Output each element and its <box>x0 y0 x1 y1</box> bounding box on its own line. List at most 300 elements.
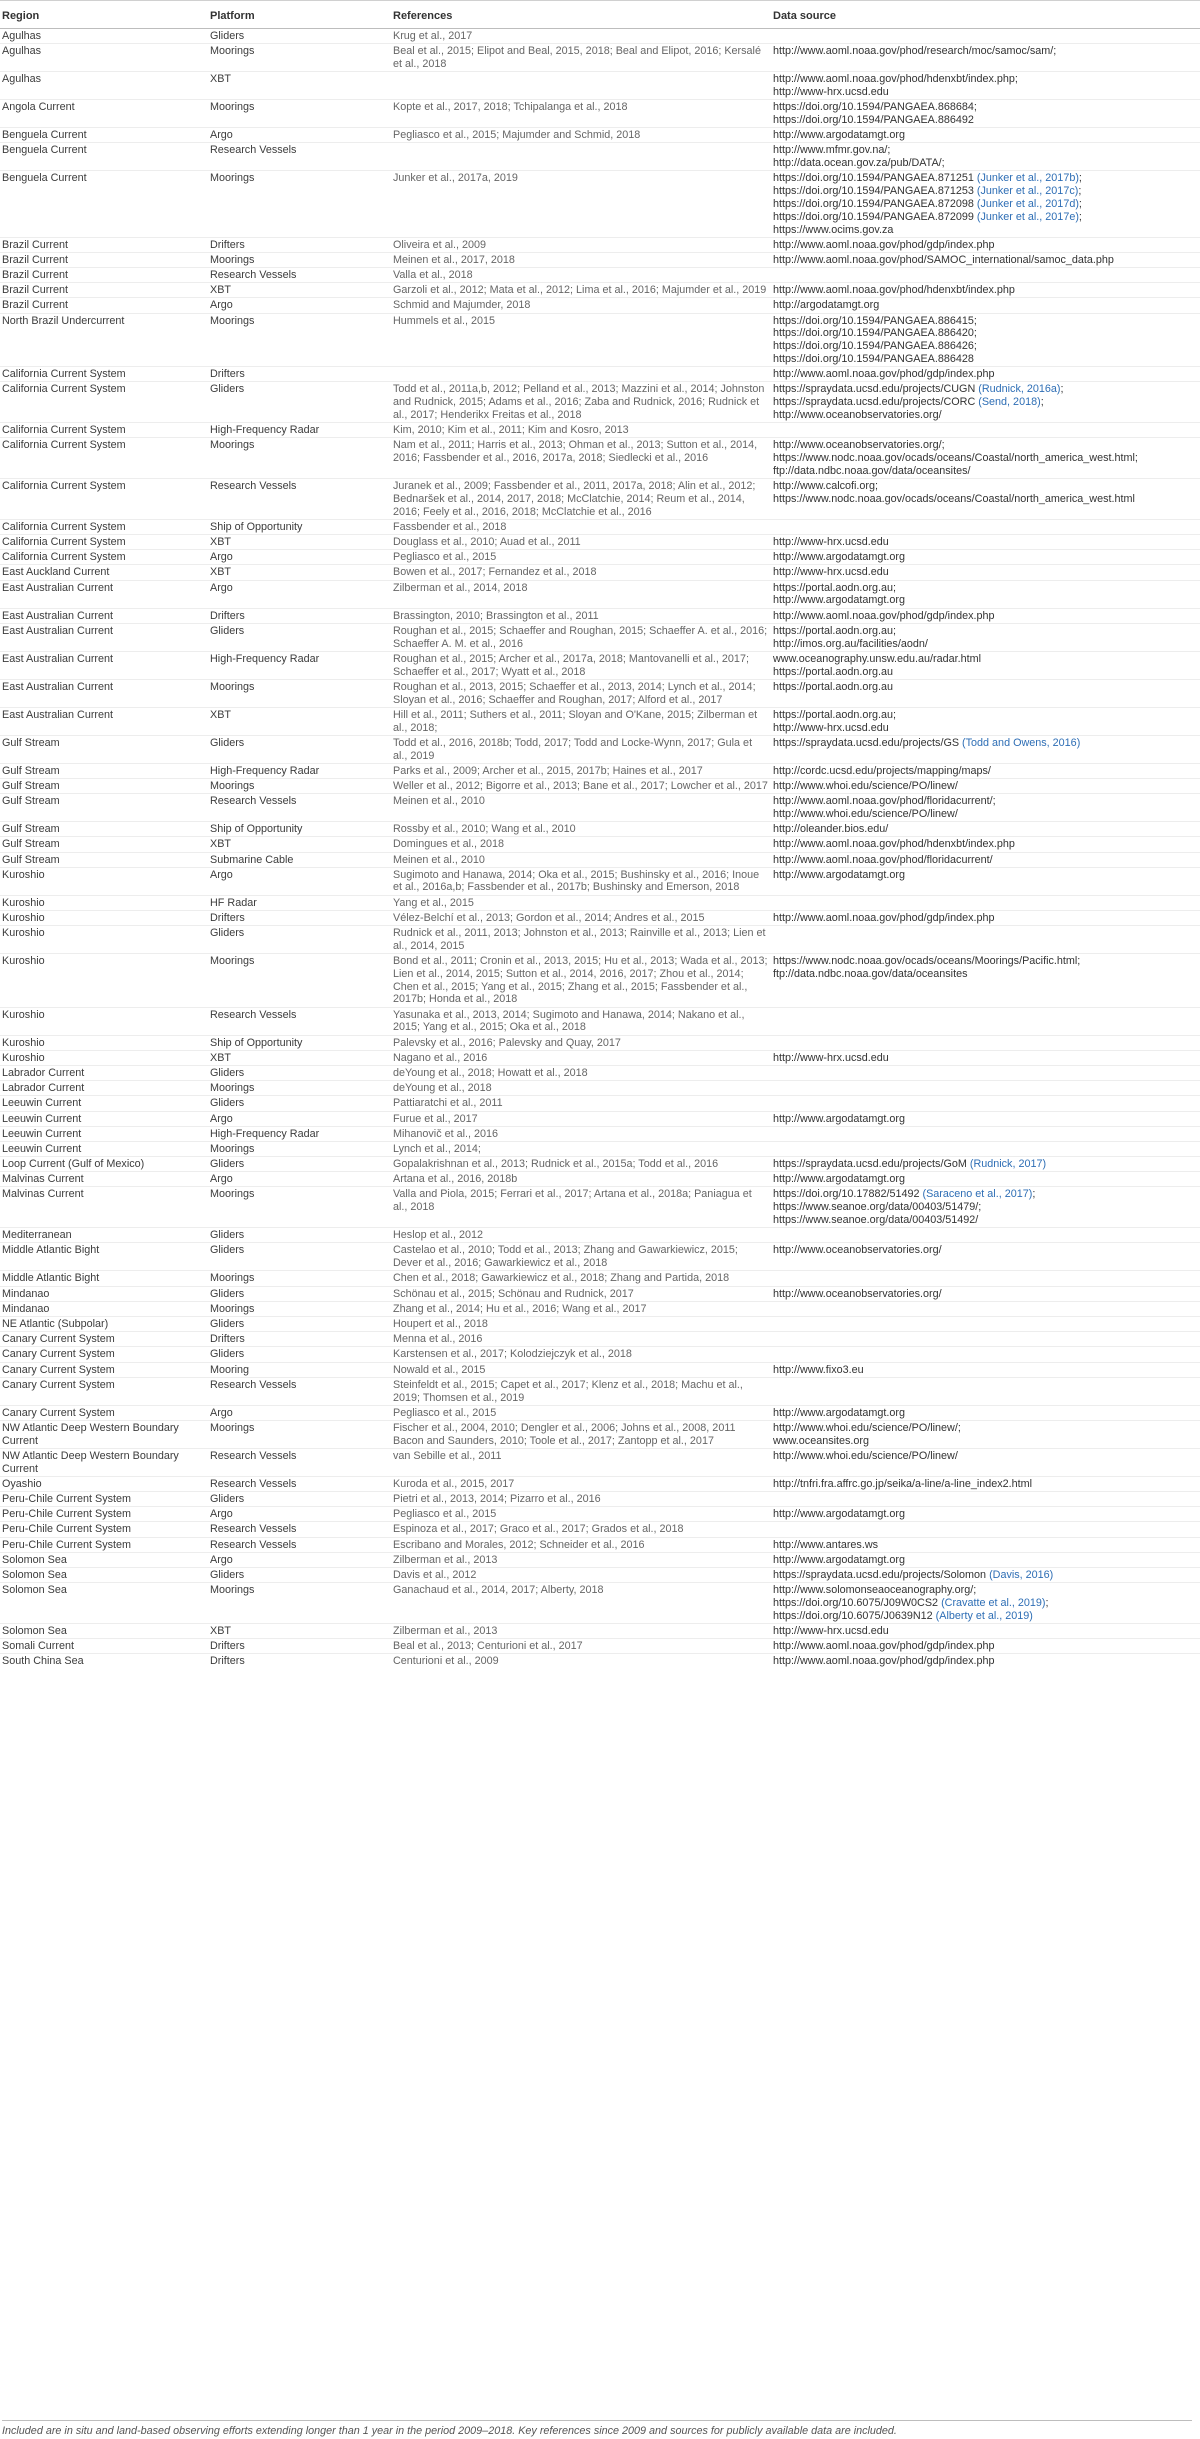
references-cell: Zilberman et al., 2013 <box>393 1624 498 1637</box>
references-cell: Kim, 2010; Kim et al., 2011; Kim and Kosro, 2013 <box>393 424 629 437</box>
table-row <box>0 926 1200 954</box>
table-row <box>0 852 1200 867</box>
platform-cell: Gliders <box>210 1493 245 1506</box>
platform-cell: Research Vessels <box>210 1477 297 1490</box>
table-row <box>0 1228 1200 1243</box>
platform-cell: Drifters <box>210 1640 245 1653</box>
platform-cell: XBT <box>210 1624 231 1637</box>
region-cell: East Australian Current <box>2 708 114 721</box>
references-cell: Hummels et al., 2015 <box>393 314 496 327</box>
region-cell: Loop Current (Gulf of Mexico) <box>2 1158 145 1171</box>
region-cell: Peru-Chile Current System <box>2 1523 132 1536</box>
citation-link[interactable]: (Alberty et al., 2019) <box>935 1609 1033 1622</box>
platform-cell: Research Vessels <box>210 269 297 282</box>
references-cell: Pegliasco et al., 2015 <box>393 1508 497 1521</box>
platform-cell: High-Frequency Radar <box>210 424 320 437</box>
region-cell: Gulf Stream <box>2 838 60 851</box>
column-header-region: Region <box>0 1 208 29</box>
table-row <box>0 1172 1200 1187</box>
references-cell: Heslop et al., 2012 <box>393 1229 484 1242</box>
data-source-cell[interactable]: http://www.whoi.edu/science/PO/linew/ <box>773 779 958 792</box>
table-row <box>0 794 1200 822</box>
data-source-cell[interactable]: http://www.aoml.noaa.gov/phod/gdp/index.php <box>773 368 995 381</box>
column-header-platform: Platform <box>208 1 391 29</box>
table-row <box>0 382 1200 423</box>
region-cell: Canary Current System <box>2 1333 115 1346</box>
data-source-cell[interactable]: http://www.aoml.noaa.gov/phod/floridacurrent/; http://www.whoi.edu/science/PO/linew/ <box>773 795 996 820</box>
region-cell: California Current System <box>2 424 126 437</box>
data-source-cell[interactable]: https://portal.aodn.org.au; http://www.argodatamgt.org <box>773 581 906 607</box>
citation-link[interactable]: (Cravatte et al., 2019) <box>941 1596 1046 1609</box>
references-cell: Brassington, 2010; Brassington et al., 2011 <box>393 609 599 622</box>
data-source-cell[interactable]: http://www.aoml.noaa.gov/phod/gdp/index.php <box>773 1640 995 1653</box>
table-row <box>0 910 1200 925</box>
table-row <box>0 1639 1200 1654</box>
references-cell: Todd et al., 2011a,b, 2012; Pelland et al., 2013; Mazzini et al., 2014; Johnston and Rudnick, 2015; Adams et al., 2016; Zaba and Rudnick, 2016; Rudnick et al., 2017; Henderikx Freitas et al., 2018 <box>393 383 765 421</box>
region-cell: Malvinas Current <box>2 1188 84 1201</box>
data-source-cell[interactable]: https://spraydata.ucsd.edu/projects/GoM (Rudnick, 2017) <box>773 1158 1047 1171</box>
platform-cell: XBT <box>210 708 231 721</box>
platform-cell: Drifters <box>210 609 245 622</box>
data-source-cell[interactable]: https://doi.org/10.17882/51492 (Saraceno et al., 2017); https://www.seanoe.org/data/00403/51479/; https://www.seanoe.org/data/00403/51492/ <box>773 1188 1036 1227</box>
table-row <box>0 550 1200 565</box>
references-cell: Krug et al., 2017 <box>393 30 473 42</box>
region-cell: Angola Current <box>2 101 75 114</box>
citation-link[interactable]: (Rudnick, 2016a) <box>978 383 1061 396</box>
platform-cell: Drifters <box>210 1333 245 1346</box>
region-cell: Brazil Current <box>2 269 68 282</box>
table-row <box>0 1448 1200 1476</box>
references-cell: Lynch et al., 2014; <box>393 1142 481 1155</box>
region-cell: Middle Atlantic Bight <box>2 1272 100 1285</box>
table-row <box>0 1332 1200 1347</box>
region-cell: Kuroshio <box>2 896 45 909</box>
references-cell: Roughan et al., 2015; Archer et al., 2017a, 2018; Mantovanelli et al., 2017; Schaeffer et al., 2017; Wyatt et al., 2018 <box>393 652 749 678</box>
data-source-cell[interactable]: http://www-hrx.ucsd.edu <box>773 1624 889 1637</box>
data-source-cell[interactable]: http://www.aoml.noaa.gov/phod/floridacurrent/ <box>773 853 993 866</box>
references-cell: Zilberman et al., 2014, 2018 <box>393 581 528 594</box>
data-source-cell[interactable]: http://www.mfmr.gov.na/; http://data.ocean.gov.za/pub/DATA/; <box>773 144 945 170</box>
data-source-cell <box>771 1271 1200 1286</box>
references-cell: Palevsky et al., 2016; Palevsky and Quay, 2017 <box>393 1036 621 1049</box>
platform-cell: Mooring <box>210 1363 250 1376</box>
data-source-cell[interactable]: http://www.argodatamgt.org <box>773 868 906 881</box>
platform-cell: Gliders <box>210 1097 245 1110</box>
platform-cell: Gliders <box>210 383 245 396</box>
references-cell: Steinfeldt et al., 2015; Capet et al., 2017; Klenz et al., 2018; Machu et al., 2019; Thomsen et al., 2019 <box>393 1378 743 1404</box>
data-source-cell[interactable]: http://www-hrx.ucsd.edu <box>773 1051 889 1064</box>
data-source-cell[interactable]: http://cordc.ucsd.edu/projects/mapping/maps/ <box>773 764 991 777</box>
data-source-cell[interactable]: http://www.argodatamgt.org <box>773 551 906 564</box>
table-row <box>0 1583 1200 1624</box>
platform-cell: Moorings <box>210 680 255 693</box>
data-source-cell[interactable]: http://www.antares.ws <box>773 1538 879 1551</box>
data-source-cell[interactable]: http://www.argodatamgt.org <box>773 1112 906 1125</box>
references-cell: Escribano and Morales, 2012; Schneider et al., 2016 <box>393 1538 645 1551</box>
references-cell: Valla and Piola, 2015; Ferrari et al., 2017; Artana et al., 2018a; Paniagua et al., 2018 <box>393 1188 752 1214</box>
table-row <box>0 1141 1200 1156</box>
table-row <box>0 1568 1200 1583</box>
table-row <box>0 1623 1200 1638</box>
platform-cell: Ship of Opportunity <box>210 1036 303 1049</box>
data-source-cell[interactable]: https://doi.org/10.1594/PANGAEA.871251 (Junker et al., 2017b); https://doi.org/10.1594/PANGAEA.871253 (Junker et al., 2017c); https://doi.org/10.1594/PANGAEA.872098 (Junker et al., 2017d); https://doi.org/10.1594/PANGAEA.872099 (Junker et al., 2017e); https://www.ocims.gov.za <box>773 172 1082 236</box>
data-source-cell <box>771 895 1200 910</box>
table-row <box>0 1476 1200 1491</box>
platform-cell: Argo <box>210 1508 233 1521</box>
references-cell: Kuroda et al., 2015, 2017 <box>393 1477 515 1490</box>
platform-cell: Moorings <box>210 779 255 792</box>
data-source-cell[interactable]: http://www.aoml.noaa.gov/phod/research/moc/samoc/sam/; <box>773 45 1057 58</box>
table-row <box>0 822 1200 837</box>
citation-link[interactable]: (Junker et al., 2017d) <box>976 197 1079 210</box>
references-cell: Mihanovič et al., 2016 <box>393 1127 499 1140</box>
citation-link[interactable]: (Junker et al., 2017e) <box>976 210 1079 223</box>
references-cell: Meinen et al., 2010 <box>393 795 485 808</box>
table-row <box>0 1081 1200 1096</box>
data-source-cell[interactable]: https://www.nodc.noaa.gov/ocads/oceans/Moorings/Pacific.html; ftp://data.ndbc.noaa.gov/data/oceansites <box>773 955 1081 980</box>
data-source-cell <box>771 1081 1200 1096</box>
platform-cell: Submarine Cable <box>210 853 294 866</box>
data-source-cell[interactable]: http://www.aoml.noaa.gov/phod/gdp/index.php <box>773 911 995 924</box>
platform-cell: XBT <box>210 536 231 549</box>
references-cell: deYoung et al., 2018 <box>393 1082 492 1095</box>
region-cell: Benguela Current <box>2 129 87 142</box>
region-cell: Leeuwin Current <box>2 1127 82 1140</box>
references-cell: Nowald et al., 2015 <box>393 1363 486 1376</box>
data-source-cell <box>771 1377 1200 1405</box>
platform-cell: XBT <box>210 284 231 297</box>
region-cell: Brazil Current <box>2 253 68 266</box>
data-source-cell[interactable]: http://www.oceanobservatories.org/ <box>773 1287 942 1300</box>
table-row <box>0 1507 1200 1522</box>
platform-cell: Research Vessels <box>210 1008 297 1021</box>
data-source-cell[interactable]: https://portal.aodn.org.au <box>773 680 894 693</box>
data-source-cell[interactable]: http://www.aoml.noaa.gov/phod/hdenxbt/index.php <box>773 284 1015 297</box>
region-cell: East Australian Current <box>2 652 114 665</box>
data-source-cell[interactable]: http://www.argodatamgt.org <box>773 1508 906 1521</box>
references-cell: Zilberman et al., 2013 <box>393 1553 498 1566</box>
table-row <box>0 268 1200 283</box>
platform-cell: Gliders <box>210 1348 245 1361</box>
platform-cell: Argo <box>210 299 233 312</box>
references-cell: Hill et al., 2011; Suthers et al., 2011; Sloyan and O'Kane, 2015; Zilberman et al., 2018; <box>393 708 758 734</box>
data-source-cell[interactable]: https://spraydata.ucsd.edu/projects/CUGN (Rudnick, 2016a); https://spraydata.ucsd.edu/projects/CORC (Send, 2018); http://www.oceanobservatories.org/ <box>773 383 1064 421</box>
table-row <box>0 1654 1200 1669</box>
region-cell: California Current System <box>2 368 126 381</box>
platform-cell: Moorings <box>210 1082 255 1095</box>
platform-cell: Argo <box>210 1173 233 1186</box>
platform-cell: Gliders <box>210 1317 245 1330</box>
platform-cell: Gliders <box>210 1229 245 1242</box>
region-cell: Gulf Stream <box>2 823 60 836</box>
references-cell: Beal et al., 2013; Centurioni et al., 2017 <box>393 1640 583 1653</box>
data-source-cell[interactable]: http://www.aoml.noaa.gov/phod/SAMOC_international/samoc_data.php <box>773 253 1114 266</box>
table-row <box>0 867 1200 895</box>
platform-cell: Moorings <box>210 439 255 452</box>
table-row <box>0 367 1200 382</box>
data-source-cell[interactable]: http://www.aoml.noaa.gov/phod/hdenxbt/index.php <box>773 838 1015 851</box>
references-cell: Junker et al., 2017a, 2019 <box>393 172 518 185</box>
platform-cell: Ship of Opportunity <box>210 520 303 533</box>
data-source-cell[interactable]: http://www.aoml.noaa.gov/phod/gdp/index.php <box>773 1655 995 1668</box>
citation-link[interactable]: (Saraceno et al., 2017) <box>922 1188 1033 1201</box>
data-source-cell[interactable]: https://spraydata.ucsd.edu/projects/Solomon (Davis, 2016) <box>773 1569 1054 1581</box>
table-row <box>0 763 1200 778</box>
table-row <box>0 608 1200 623</box>
region-cell: Kuroshio <box>2 1008 45 1021</box>
region-cell: California Current System <box>2 480 126 493</box>
platform-cell: Moorings <box>210 314 255 327</box>
references-cell: Pegliasco et al., 2015 <box>393 1406 497 1419</box>
platform-cell: Gliders <box>210 1244 245 1257</box>
data-source-cell[interactable]: http://www.argodatamgt.org <box>773 1406 906 1419</box>
data-source-cell <box>771 1301 1200 1316</box>
region-cell: Brazil Current <box>2 299 68 312</box>
platform-cell: Drifters <box>210 238 245 251</box>
region-cell: Solomon Sea <box>2 1553 67 1566</box>
platform-cell: Argo <box>210 129 233 142</box>
platform-cell: Research Vessels <box>210 480 297 493</box>
table-row <box>0 535 1200 550</box>
platform-cell: Research Vessels <box>210 1378 297 1391</box>
table-row <box>0 580 1200 608</box>
platform-cell: Gliders <box>210 1158 245 1171</box>
region-cell: Oyashio <box>2 1477 42 1490</box>
table-row <box>0 1243 1200 1271</box>
platform-cell: Gliders <box>210 1287 245 1300</box>
references-cell: Sugimoto and Hanawa, 2014; Oka et al., 2015; Bushinsky et al., 2016; Inoue et al., 2016a,b; Fassbender et al., 2017b; Bushinsky and Emerson, 2018 <box>393 868 760 894</box>
data-source-cell[interactable]: www.oceanography.unsw.edu.au/radar.html https://portal.aodn.org.au <box>773 652 982 678</box>
table-row <box>0 237 1200 252</box>
platform-cell: High-Frequency Radar <box>210 652 320 665</box>
region-cell: Mindanao <box>2 1302 50 1315</box>
table-row <box>0 1301 1200 1316</box>
citation-link[interactable]: (Davis, 2016) <box>989 1569 1054 1581</box>
region-cell: South China Sea <box>2 1655 84 1668</box>
region-cell: California Current System <box>2 383 126 396</box>
platform-cell: Research Vessels <box>210 1449 297 1462</box>
table-row <box>0 1157 1200 1172</box>
references-cell: Vélez-Belchí et al., 2013; Gordon et al., 2014; Andres et al., 2015 <box>393 911 705 924</box>
references-cell: Bond et al., 2011; Cronin et al., 2013, 2015; Hu et al., 2013; Wada et al., 2013; Lien et al., 2014, 2015; Sutton et al., 2014, 2016, 2017; Zhou et al., 2014; Chen et al., 2015; Yang et al., 2015; Zhang et al., 2015; Fassbender et al., 2017b; Honda et al., 2018 <box>393 955 768 1006</box>
column-header-references: References <box>391 1 771 29</box>
platform-cell: Gliders <box>210 30 245 42</box>
table-row <box>0 128 1200 143</box>
data-source-cell[interactable]: https://doi.org/10.1594/PANGAEA.868684; https://doi.org/10.1594/PANGAEA.886492 <box>773 101 977 126</box>
table-row <box>0 1007 1200 1035</box>
data-source-cell <box>771 1492 1200 1507</box>
platform-cell: Drifters <box>210 911 245 924</box>
references-cell: Douglass et al., 2010; Auad et al., 2011 <box>393 536 581 549</box>
data-source-cell[interactable]: https://portal.aodn.org.au; http://www-hrx.ucsd.edu <box>773 708 897 734</box>
citation-link[interactable]: (Todd and Owens, 2016) <box>962 736 1081 749</box>
data-source-cell[interactable]: http://www.calcofi.org; https://www.nodc.noaa.gov/ocads/oceans/Coastal/north_america_west.html <box>773 480 1135 505</box>
region-cell: Leeuwin Current <box>2 1097 82 1110</box>
table-row <box>0 298 1200 313</box>
references-cell: Meinen et al., 2010 <box>393 853 485 866</box>
references-cell: Valla et al., 2018 <box>393 269 473 282</box>
table-row <box>0 100 1200 128</box>
table-row <box>0 438 1200 479</box>
references-cell: Rudnick et al., 2011, 2013; Johnston et al., 2013; Rainville et al., 2013; Lien et al., 2014, 2015 <box>393 927 766 952</box>
references-cell: Yang et al., 2015 <box>393 896 474 909</box>
region-cell: Leeuwin Current <box>2 1142 82 1155</box>
references-cell: Ganachaud et al., 2014, 2017; Alberty, 2018 <box>393 1584 604 1597</box>
data-source-cell[interactable]: http://www.aoml.noaa.gov/phod/gdp/index.php <box>773 609 995 622</box>
region-cell: NW Atlantic Deep Western Boundary Current <box>2 1449 179 1475</box>
region-cell: Agulhas <box>2 73 42 86</box>
data-source-cell <box>771 519 1200 534</box>
platform-cell: High-Frequency Radar <box>210 764 320 777</box>
references-cell: Rossby et al., 2010; Wang et al., 2010 <box>393 823 576 836</box>
region-cell: Gulf Stream <box>2 736 60 749</box>
data-source-cell[interactable]: http://www.solomonseaoceanography.org/; https://doi.org/10.6075/J09W0CS2 (Cravatte et al., 2019); https://doi.org/10.6075/J0639N12 (Alberty et al., 2019) <box>773 1584 1049 1622</box>
references-cell: Oliveira et al., 2009 <box>393 238 487 251</box>
region-cell: Gulf Stream <box>2 853 60 866</box>
table-row <box>0 1035 1200 1050</box>
citation-link[interactable]: (Junker et al., 2017c) <box>976 185 1079 198</box>
data-source-cell <box>771 1141 1200 1156</box>
data-source-cell <box>771 1522 1200 1537</box>
platform-cell: Gliders <box>210 927 245 940</box>
table-row <box>0 707 1200 735</box>
region-cell: Solomon Sea <box>2 1569 67 1581</box>
data-source-cell[interactable]: https://spraydata.ucsd.edu/projects/GS (Todd and Owens, 2016) <box>773 736 1081 749</box>
region-cell: Labrador Current <box>2 1082 85 1095</box>
platform-cell: Moorings <box>210 1272 255 1285</box>
table-row <box>0 1316 1200 1331</box>
table-row <box>0 1286 1200 1301</box>
table-row <box>0 283 1200 298</box>
table-row <box>0 519 1200 534</box>
region-cell: East Australian Current <box>2 624 114 637</box>
platform-cell: XBT <box>210 73 231 86</box>
region-cell: Middle Atlantic Bight <box>2 1244 100 1257</box>
table-row <box>0 1096 1200 1111</box>
references-cell: Davis et al., 2012 <box>393 1569 477 1581</box>
region-cell: Canary Current System <box>2 1406 115 1419</box>
data-source-cell[interactable]: http://www.argodatamgt.org <box>773 1173 906 1186</box>
citation-link[interactable]: (Junker et al., 2017b) <box>976 172 1079 185</box>
platform-cell: Moorings <box>210 45 255 58</box>
data-source-cell[interactable]: http://www.whoi.edu/science/PO/linew/ <box>773 1449 958 1462</box>
region-cell: Kuroshio <box>2 1051 45 1064</box>
references-cell: Menna et al., 2016 <box>393 1333 483 1346</box>
platform-cell: Moorings <box>210 1421 255 1434</box>
data-source-cell[interactable]: http://www-hrx.ucsd.edu <box>773 536 889 549</box>
region-cell: California Current System <box>2 536 126 549</box>
platform-cell: XBT <box>210 566 231 579</box>
platform-cell: Moorings <box>210 1142 255 1155</box>
region-cell: Kuroshio <box>2 868 45 881</box>
table-row <box>0 44 1200 72</box>
table-row <box>0 1405 1200 1420</box>
region-cell: Somali Current <box>2 1640 75 1653</box>
references-cell: Fassbender et al., 2018 <box>393 520 507 533</box>
region-cell: Solomon Sea <box>2 1584 67 1597</box>
region-cell: Mediterranean <box>2 1229 72 1242</box>
data-source-cell[interactable]: http://tnfri.fra.affrc.go.jp/seika/a-line/a-line_index2.html <box>773 1477 1033 1490</box>
data-source-cell[interactable]: http://www.oceanobservatories.org/ <box>773 1244 942 1257</box>
references-cell: Garzoli et al., 2012; Mata et al., 2012; Lima et al., 2016; Majumder et al., 2019 <box>393 284 767 297</box>
data-source-cell <box>771 926 1200 954</box>
region-cell: California Current System <box>2 520 126 533</box>
table-row <box>0 1377 1200 1405</box>
table-row <box>0 1420 1200 1448</box>
region-cell: North Brazil Undercurrent <box>2 314 125 327</box>
platform-cell: Drifters <box>210 1655 245 1668</box>
references-cell: Kopte et al., 2017, 2018; Tchipalanga et al., 2018 <box>393 101 628 114</box>
data-source-cell[interactable]: http://www.argodatamgt.org <box>773 129 906 142</box>
data-source-cell[interactable]: http://argodatamgt.org <box>773 299 880 312</box>
platform-cell: XBT <box>210 838 231 851</box>
data-source-cell <box>771 1035 1200 1050</box>
references-cell <box>391 367 771 382</box>
region-cell: Benguela Current <box>2 172 87 185</box>
citation-link[interactable]: (Rudnick, 2017) <box>969 1158 1047 1171</box>
table-row <box>0 623 1200 651</box>
platform-cell: Drifters <box>210 368 245 381</box>
data-source-cell <box>771 1316 1200 1331</box>
table-row <box>0 1537 1200 1552</box>
citation-link[interactable]: (Send, 2018) <box>978 396 1041 409</box>
platform-cell: Research Vessels <box>210 144 297 157</box>
data-source-cell[interactable]: http://www.aoml.noaa.gov/phod/gdp/index.php <box>773 238 995 251</box>
data-source-cell[interactable]: http://www-hrx.ucsd.edu <box>773 566 889 579</box>
data-source-cell[interactable]: https://portal.aodn.org.au; http://imos.org.au/facilities/aodn/ <box>773 624 928 650</box>
table-row <box>0 479 1200 520</box>
data-source-cell[interactable]: https://doi.org/10.1594/PANGAEA.886415; https://doi.org/10.1594/PANGAEA.886420; https://doi.org/10.1594/PANGAEA.886426; https://doi.org/10.1594/PANGAEA.886428 <box>773 314 977 366</box>
table-row <box>0 1492 1200 1507</box>
references-cell: Nam et al., 2011; Harris et al., 2013; Ohman et al., 2013; Sutton et al., 2014, 2016; Fassbender et al., 2016, 2017a, 2018; Siedlecki et al., 2016 <box>393 439 758 465</box>
platform-cell: Gliders <box>210 1066 245 1079</box>
platform-cell: XBT <box>210 1051 231 1064</box>
region-cell: Canary Current System <box>2 1378 115 1391</box>
table-row <box>0 1271 1200 1286</box>
data-source-cell <box>771 29 1200 44</box>
platform-cell: Moorings <box>210 1188 255 1201</box>
table-row <box>0 252 1200 267</box>
data-source-cell <box>771 1096 1200 1111</box>
references-cell: Bowen et al., 2017; Fernandez et al., 2018 <box>393 566 597 579</box>
platform-cell: Moorings <box>210 955 255 968</box>
references-cell: Roughan et al., 2013, 2015; Schaeffer et al., 2013, 2014; Lynch et al., 2014; Sloyan et al., 2016; Schaeffer and Roughan, 2017; Alford et al., 2017 <box>393 680 756 706</box>
table-row <box>0 423 1200 438</box>
references-cell: Domingues et al., 2018 <box>393 838 505 851</box>
references-cell: Pegliasco et al., 2015; Majumder and Schmid, 2018 <box>393 129 641 142</box>
data-source-cell <box>771 268 1200 283</box>
data-source-cell <box>771 1228 1200 1243</box>
data-source-cell[interactable]: http://www.oceanobservatories.org/; https://www.nodc.noaa.gov/ocads/oceans/Coastal/north_america_west.html; ftp://data.ndbc.noaa.gov/data/oceansites/ <box>773 439 1138 477</box>
table-row <box>0 143 1200 171</box>
region-cell: Kuroshio <box>2 927 45 940</box>
platform-cell: Moorings <box>210 253 255 266</box>
data-source-cell[interactable]: http://www.fixo3.eu <box>773 1363 864 1376</box>
table-row <box>0 679 1200 707</box>
platform-cell: Argo <box>210 868 233 881</box>
region-cell: Malvinas Current <box>2 1173 84 1186</box>
data-source-cell[interactable]: http://oleander.bios.edu/ <box>773 823 889 836</box>
table-row <box>0 954 1200 1008</box>
table-body <box>0 29 1200 1669</box>
platform-cell: Gliders <box>210 624 245 637</box>
data-source-cell[interactable]: http://www.whoi.edu/science/PO/linew/; www.oceansites.org <box>773 1421 961 1447</box>
data-source-cell[interactable]: http://www.aoml.noaa.gov/phod/hdenxbt/index.php; http://www-hrx.ucsd.edu <box>773 73 1018 98</box>
data-source-cell[interactable]: http://www.argodatamgt.org <box>773 1553 906 1566</box>
table-row <box>0 837 1200 852</box>
region-cell: Kuroshio <box>2 955 45 968</box>
table-row <box>0 1065 1200 1080</box>
